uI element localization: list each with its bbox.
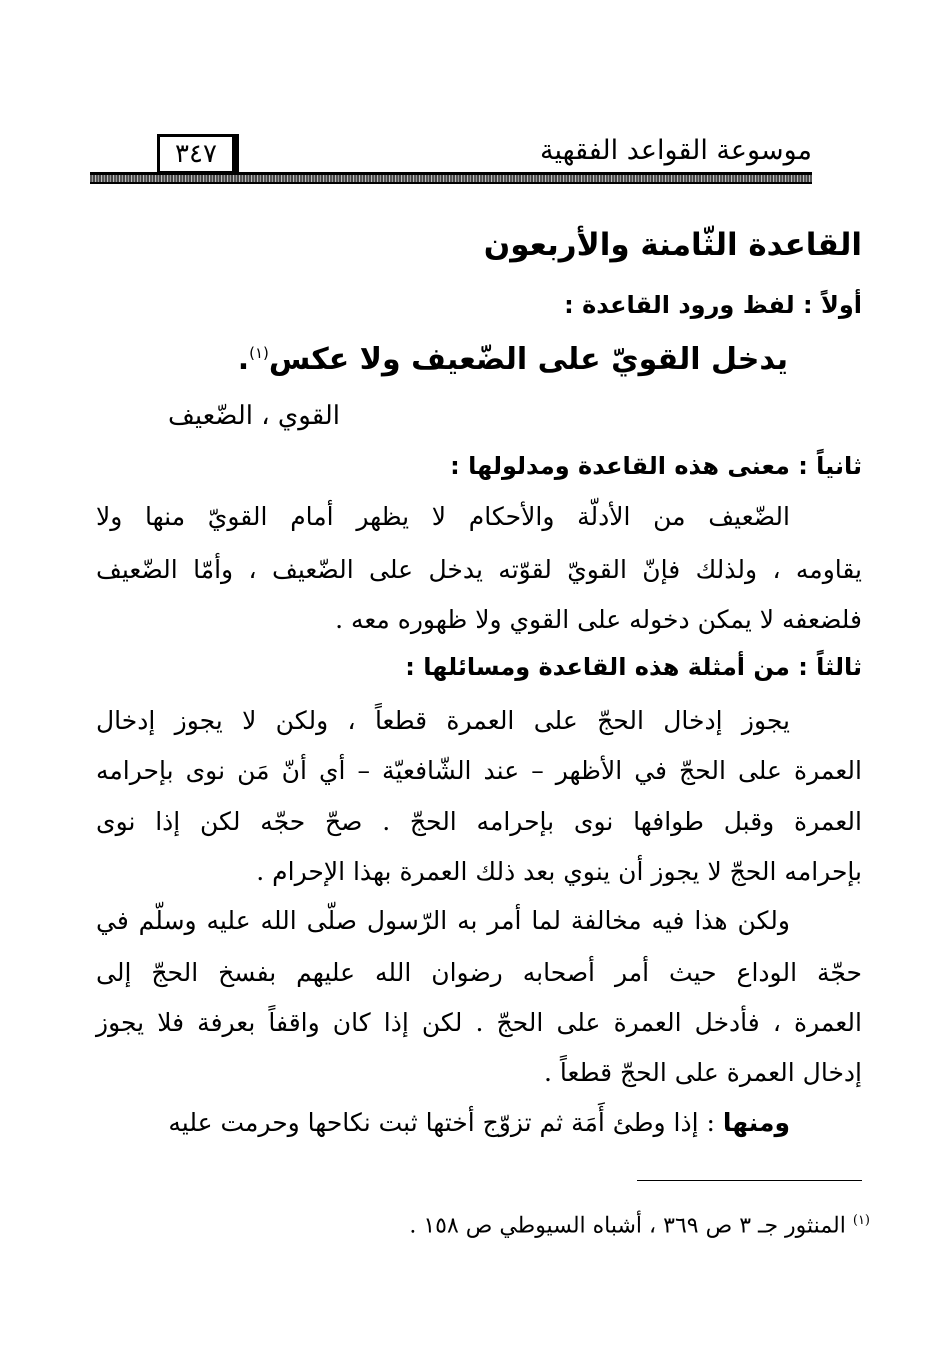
section3-para1-line: العمرة وقبل طوافها نوى بإحرامه الحجّ . صحّ حجّه لكن إذا نوى <box>96 807 862 836</box>
footnote-text: المنثور جـ ٣ ص ٣٦٩ ، أشباه السيوطي ص ١٥٨ . <box>409 1213 846 1239</box>
rule-text <box>237 342 788 377</box>
rule-title: القاعدة الثّامنة والأربعون <box>483 227 862 263</box>
page-number: ٣٤٧ <box>157 134 235 174</box>
footnote-rule <box>637 1180 862 1181</box>
section3-heading: ثالثاً : من أمثلة هذه القاعدة ومسائلها : <box>405 653 862 681</box>
section1-heading: أولاً : لفظ ورود القاعدة : <box>564 291 862 319</box>
section3-para2-line: ولكن هذا فيه مخالفة لما أمر به الرّسول صلّى الله عليه وسلّم في <box>96 906 790 935</box>
book-title: موسوعة القواعد الفقهية <box>540 135 812 166</box>
section3-para1-line: العمرة على الحجّ في الأظهر – عند الشّافعيّة – أي أنّ مَن نوى بإحرامه <box>96 756 862 785</box>
footnote-marker: (١) <box>852 1213 870 1228</box>
section3-para2-line: العمرة ، فأدخل العمرة على الحجّ . لكن إذا كان واقفاً بعرفة فلا يجوز <box>96 1008 862 1037</box>
section2-line: يقاومه ، ولذلك فإنّ القويّ لقوّته يدخل على الضّعيف ، وأمّا الضّعيف <box>96 555 862 584</box>
rule-text-end: . <box>237 342 250 377</box>
section3-para1-line: يجوز إدخال الحجّ على العمرة قطعاً ، ولكن لا يجوز إدخال <box>96 706 790 735</box>
rule-text-body: يدخل القويّ على الضّعيف ولا عكس <box>268 342 788 377</box>
section3-para2-line: حجّة الوداع حيث أمر أصحابه رضوان الله عليهم بفسخ الحجّ إلى <box>96 958 862 987</box>
footnote <box>409 1213 870 1238</box>
rule-keywords: القوي ، الضّعيف <box>168 401 340 431</box>
section3-para2-line: إدخال العمرة على الحجّ قطعاً . <box>544 1058 862 1087</box>
section2-line: الضّعيف من الأدلّة والأحكام لا يظهر أمام القويّ منها ولا <box>96 502 790 531</box>
section3-para1-line: بإحرامه الحجّ لا يجوز أن ينوي بعد ذلك العمرة بهذا الإحرام . <box>256 857 862 886</box>
section2-line: فلضعفه لا يمكن دخوله على القوي ولا ظهوره معه . <box>335 605 862 634</box>
section3-para3 <box>168 1110 790 1135</box>
para3-rest: : إذا وطئ أَمَة ثم تزوّج أختها ثبت نكاحها وحرمت عليه <box>168 1108 723 1137</box>
para3-lead: ومنها <box>722 1108 790 1137</box>
section2-heading: ثانياً : معنى هذه القاعدة ومدلولها : <box>450 452 862 480</box>
footnote-ref: (١) <box>249 344 269 362</box>
